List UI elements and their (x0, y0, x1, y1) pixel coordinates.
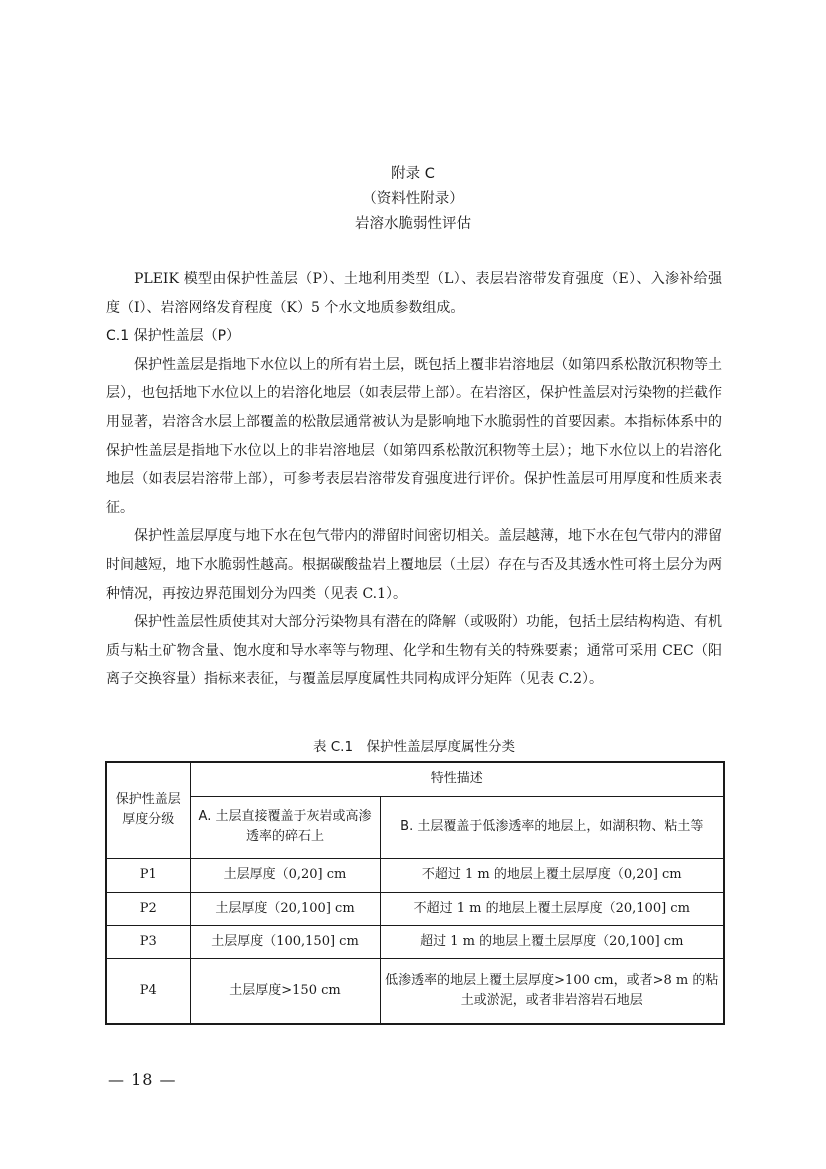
page-number: — 18 — (108, 1070, 177, 1089)
table-subheader-row (106, 796, 724, 858)
appendix-label: 附录 C (391, 166, 435, 182)
column-a-cell: 土层厚度（0,20] cm (190, 858, 380, 892)
section-heading: C.1 保护性盖层（P） (106, 328, 241, 345)
document-body (106, 265, 722, 694)
grade-column-header: 保护性盖层厚度分级 (106, 762, 190, 858)
column-a-cell: 土层厚度>150 cm (190, 958, 380, 1024)
grade-cell: P1 (106, 858, 190, 892)
column-b-cell: 不超过 1 m 的地层上覆土层厚度（0,20] cm (380, 858, 724, 892)
column-b-cell: 超过 1 m 的地层上覆土层厚度（20,100] cm (380, 925, 724, 958)
appendix-title: 岩溶水脆弱性评估 (355, 216, 471, 232)
grade-cell: P4 (106, 958, 190, 1024)
column-a-cell: 土层厚度（20,100] cm (190, 892, 380, 925)
table-row (106, 858, 724, 892)
table-row (106, 892, 724, 925)
body-paragraph: 保护性盖层是指地下水位以上的所有岩土层，既包括上覆非岩溶地层（如第四系松散沉积物等土层），也包括地下水位以上的岩溶化地层（如表层带上部）。在岩溶区，保护性盖层对污染物的拦截作用显著，岩溶含水层上部覆盖的松散层通常被认为是影响地下水脆弱性的首要因素。本指标体系中的保护性盖层是指地下水位以上的非岩溶地层（如第四系松散沉积物等土层）；地下水位以上的岩溶化地层（如表层岩溶带上部），可参考表层岩溶带发育强度进行评价。保护性盖层可用厚度和性质来表征。 (106, 356, 722, 516)
column-b-cell: 不超过 1 m 的地层上覆土层厚度（20,100] cm (380, 892, 724, 925)
grade-cell: P2 (106, 892, 190, 925)
table-caption: 表 C.1 保护性盖层厚度属性分类 (312, 739, 516, 755)
grade-cell: P3 (106, 925, 190, 958)
column-a-cell: 土层厚度（100,150] cm (190, 925, 380, 958)
appendix-nature: （资料性附录） (362, 191, 464, 207)
intro-paragraph: PLEIK 模型由保护性盖层（P）、土地利用类型（L）、表层岩溶带发育强度（E）、入渗补给强度（I）、岩溶网络发育程度（K）5 个水文地质参数组成。 (106, 271, 722, 316)
column-b-header: B. 土层覆盖于低渗透率的地层上，如湖积物、粘土等 (380, 796, 724, 858)
attribute-table (105, 761, 725, 1025)
column-b-cell: 低渗透率的地层上覆土层厚度>100 cm，或者>8 m 的粘土或淤泥，或者非岩溶岩石地层 (380, 958, 724, 1024)
table-row (106, 925, 724, 958)
description-header: 特性描述 (190, 762, 724, 796)
table-row (106, 958, 724, 1024)
body-paragraph: 保护性盖层厚度与地下水在包气带内的滞留时间密切相关。盖层越薄，地下水在包气带内的滞留时间越短，地下水脆弱性越高。根据碳酸盐岩上覆地层（土层）存在与否及其透水性可将土层分为两种情况，再按边界范围划分为四类（见表 C.1）。 (106, 528, 722, 602)
table-header-row (106, 762, 724, 796)
column-a-header: A. 土层直接覆盖于灰岩或高渗透率的碎石上 (190, 796, 380, 858)
body-paragraph: 保护性盖层性质使其对大部分污染物具有潜在的降解（或吸附）功能，包括土层结构构造、有机质与粘土矿物含量、饱水度和导水率等与物理、化学和生物有关的特殊要素；通常可采用 CEC（阳离子交换容量）指标来表征，与覆盖层厚度属性共同构成评分矩阵（见表 C.2）。 (106, 614, 722, 688)
appendix-title-block (0, 162, 826, 237)
